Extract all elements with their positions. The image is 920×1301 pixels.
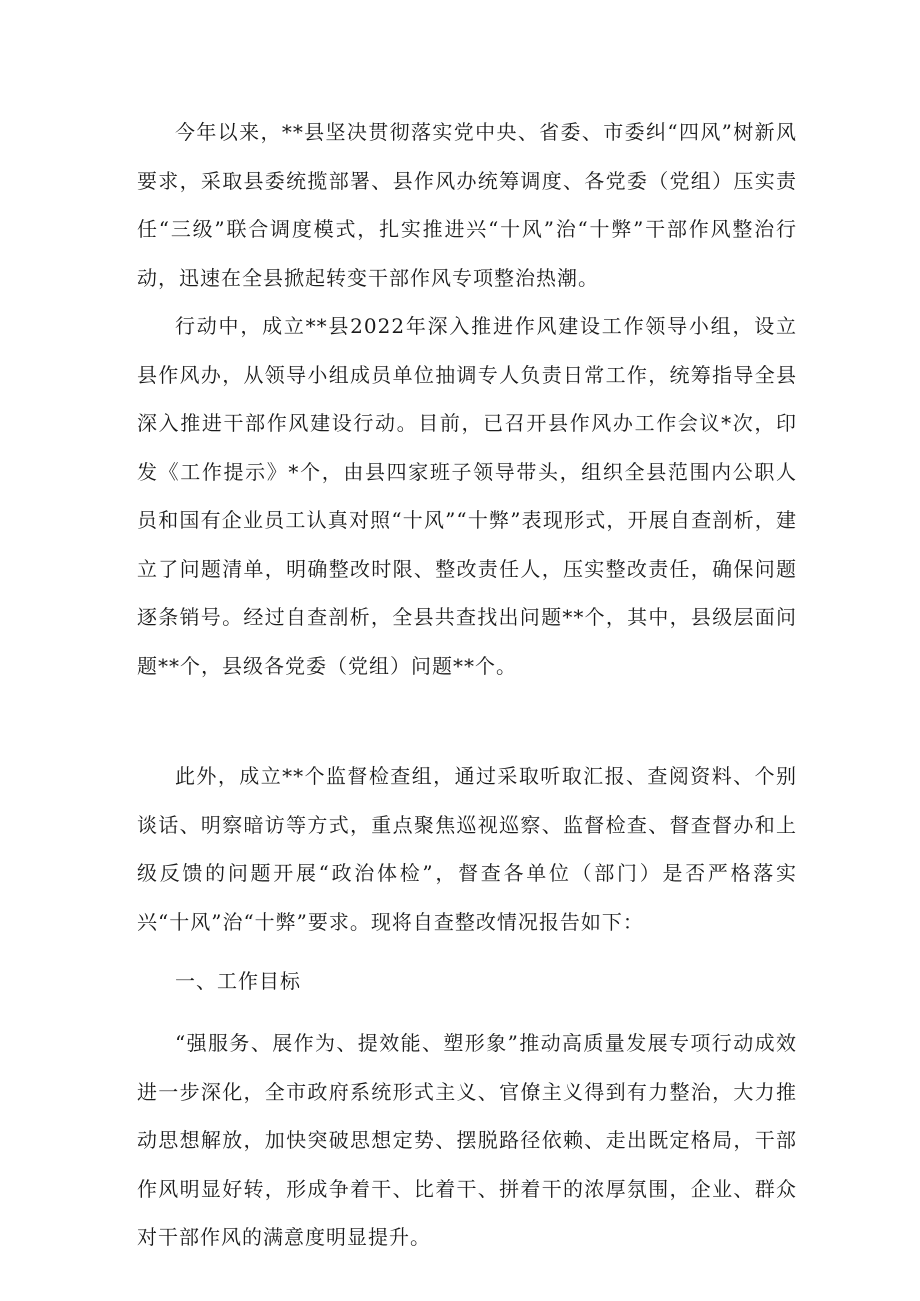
document-body bbox=[137, 108, 797, 1262]
paragraph-intro: 今年以来，**县坚决贯彻落实党中央、省委、市委纠“四风”树新风要求，采取县委统揽部署、县作风办统筹调度、各党委（党组）压实责任“三级”联合调度模式，扎实推进兴“十风”治“十弊”干部作风整治行动，迅速在全县掀起转变干部作风专项整治热潮。 bbox=[137, 120, 797, 290]
paragraph-supervision: 此外，成立**个监督检查组，通过采取听取汇报、查阅资料、个别谈话、明察暗访等方式，重点聚焦巡视巡察、监督检查、督查督办和上级反馈的问题开展“政治体检”，督查各单位（部门）是否严格落实兴“十风”治“十弊”要求。现将自查整改情况报告如下： bbox=[137, 764, 797, 934]
paragraph-goals: “强服务、展作为、提效能、塑形象”推动高质量发展专项行动成效进一步深化，全市政府系统形式主义、官僚主义得到有力整治，大力推动思想解放，加快突破思想定势、摆脱路径依赖、走出既定格局，干部作风明显好转，形成争着干、比着干、拼着干的浓厚氛围，企业、群众对干部作风的满意度明显提升。 bbox=[137, 1031, 797, 1249]
paragraph-action: 行动中，成立**县2022年深入推进作风建设工作领导小组，设立县作风办，从领导小组成员单位抽调专人负责日常工作，统筹指导全县深入推进干部作风建设行动。目前，已召开县作风办工作会议*次，印发《工作提示》*个，由县四家班子领导带头，组织全县范围内公职人员和国有企业员工认真对照“十风”“十弊”表现形式，开展自查剖析，建立了问题清单，明确整改时限、整改责任人，压实整改责任，确保问题逐条销号。经过自查剖析，全县共查找出问题**个，其中，县级层面问题**个，县级各党委（党组）问题**个。 bbox=[137, 314, 797, 678]
section-heading-work-goals: 一、工作目标 bbox=[175, 969, 301, 993]
